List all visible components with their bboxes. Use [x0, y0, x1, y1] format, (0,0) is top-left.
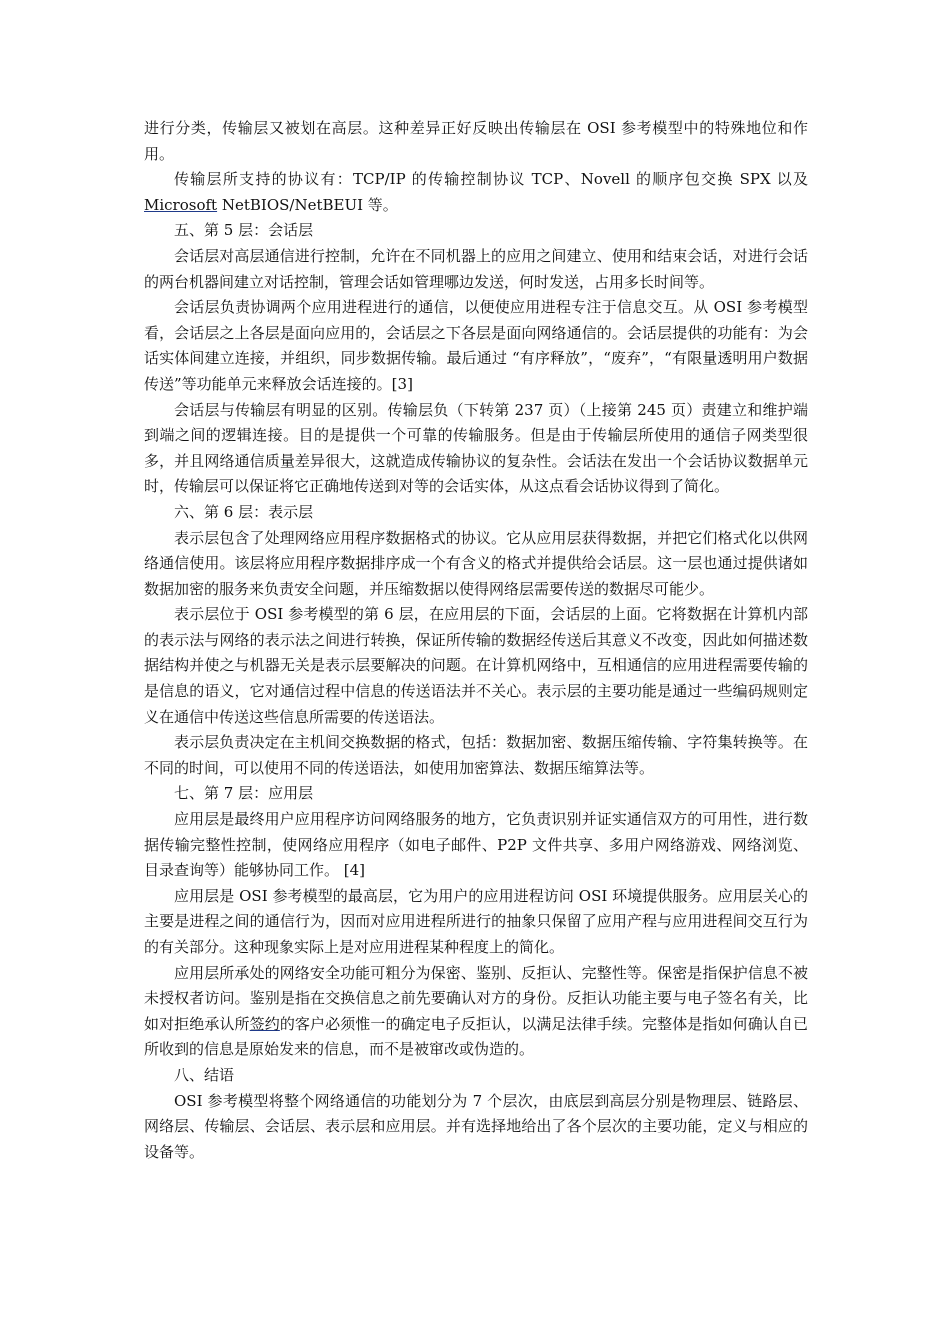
section-heading: 五、第 5 层：会话层	[174, 221, 314, 240]
section-heading: 七、第 7 层：应用层	[174, 784, 314, 803]
document-body	[144, 116, 808, 1165]
paragraph-text: NetBIOS/NetBEUI 等。	[217, 195, 398, 214]
paragraph: 应用层是最终用户应用程序访问网络服务的地方，它负责识别并证实通信双方的可用性，进行数据传输完整性控制，使网络应用程序（如电子邮件、P2P 文件共享、多用户网络游戏、网络浏览、目录查询等）能够协同工作。 [4]	[144, 810, 808, 880]
paragraph: 会话层负责协调两个应用进程进行的通信，以便使应用进程专注于信息交互。从 OSI 参考模型看，会话层之上各层是面向应用的，会话层之下各层是面向网络通信的。会话层提供的功能有：为会话实体间建立连接，并组织，同步数据传输。最后通过 “有序释放”，“废弃”，“有限量透明用户数据传送”等功能单元来释放会话连接的。[3]	[144, 298, 808, 393]
paragraph: 表示层位于 OSI 参考模型的第 6 层，在应用层的下面，会话层的上面。它将数据在计算机内部的表示法与网络的表示法之间进行转换，保证所传输的数据经传送后其意义不改变，因此如何描述数据结构并使之与机器无关是表示层要解决的问题。在计算机网络中，互相通信的应用进程需要传输的是信息的语义，它对通信过程中信息的传送语法并不关心。表示层的主要功能是通过一些编码规则定义在通信中传送这些信息所需要的传送语法。	[144, 605, 808, 726]
paragraph-text: 传输层所支持的协议有：TCP/IP 的传输控制协议 TCP、Novell 的顺序包交换 SPX 以及	[174, 170, 808, 189]
paragraph: 表示层包含了处理网络应用程序数据格式的协议。它从应用层获得数据，并把它们格式化以供网络通信使用。该层将应用程序数据排序成一个有含义的格式并提供给会话层。这一层也通过提供诸如数据加密的服务来负责安全问题，并压缩数据以使得网络层需要传送的数据尽可能少。	[144, 528, 808, 598]
microsoft-link[interactable]: Microsoft	[144, 195, 218, 214]
paragraph: 会话层对高层通信进行控制，允许在不同机器上的应用之间建立、使用和结束会话，对进行会话的两台机器间建立对话控制，管理会话如管理哪边发送，何时发送，占用多长时间等。	[144, 246, 808, 291]
paragraph-text: 的客户必须惟一的确定电子反拒认，以满足法律手续。完整体是指如何确认自已所收到的信息是原始发来的信息，而不是被窜改或伪造的。	[144, 1014, 808, 1059]
paragraph	[144, 961, 808, 1063]
paragraph: 会话层与传输层有明显的区别。传输层负（下转第 237 页）（上接第 245 页）责建立和维护端到端之间的逻辑连接。目的是提供一个可靠的传输服务。但是由于传输层所使用的通信子网类型很多，并且网络通信质量差异很大，这就造成传输协议的复杂性。会话法在发出一个会话协议数据单元时，传输层可以保证将它正确地传送到对等的会话实体，从这点看会话协议得到了简化。	[144, 400, 808, 496]
section-heading: 六、第 6 层：表示层	[174, 502, 314, 521]
paragraph	[144, 167, 808, 218]
paragraph: 应用层是 OSI 参考模型的最高层，它为用户的应用进程访问 OSI 环境提供服务。应用层关心的主要是进程之间的通信行为，因而对应用进程所进行的抽象只保留了应用产程与应用进程间交互行为的有关部分。这种现象实际上是对应用进程某种程度上的简化。	[144, 886, 808, 956]
signing-link[interactable]: 签约	[249, 1014, 280, 1033]
paragraph: 进行分类，传输层又被划在高层。这种差异正好反映出传输层在 OSI 参考模型中的特殊地位和作用。	[144, 119, 808, 163]
paragraph: OSI 参考模型将整个网络通信的功能划分为 7 个层次，由底层到高层分别是物理层、链路层、网络层、传输层、会话层、表示层和应用层。并有选择地给出了各个层次的主要功能，定义与相应的设备等。	[144, 1091, 808, 1161]
section-heading: 八、结语	[174, 1065, 235, 1084]
paragraph: 表示层负责决定在主机间交换数据的格式，包括：数据加密、数据压缩传输、字符集转换等。在不同的时间，可以使用不同的传送语法，如使用加密算法、数据压缩算法等。	[144, 733, 808, 777]
paragraph-text: 应用层所承处的网络安全功能可粗分为保密、鉴别、反拒认、完整性等。保密是指保护信息不被未授权者访问。鉴别是指在交换信息之前先要确认对方的身份。反拒认功能主要与电子签名有关，比如对拒绝承认所	[144, 963, 808, 1033]
